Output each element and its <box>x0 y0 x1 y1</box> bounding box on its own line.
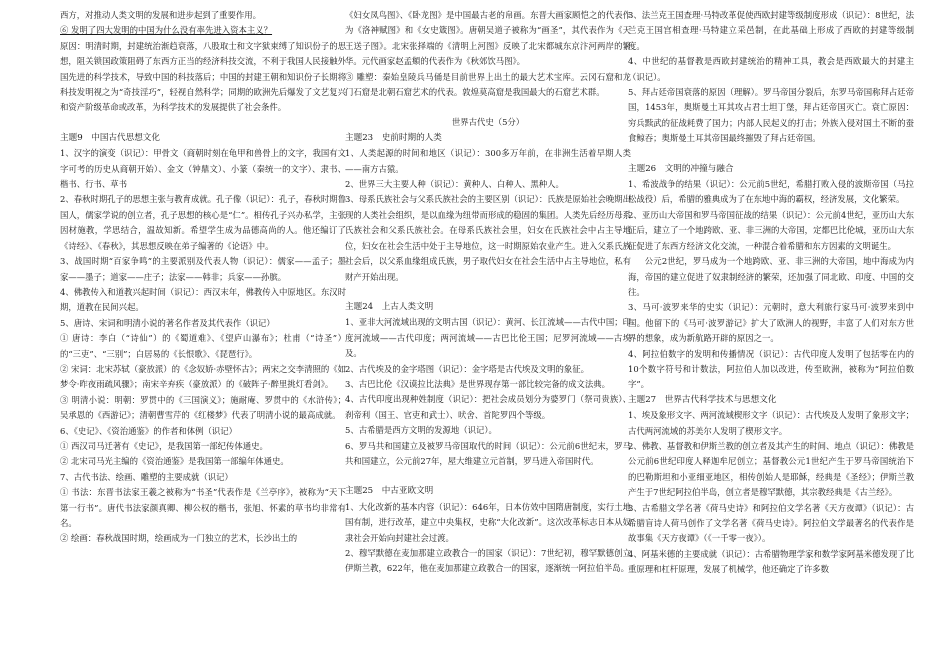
paragraph: 公元2世纪，罗马成为一个地跨欧、亚、非三洲的大帝国，地中海成为内海，帝国的建立促进了奴隶制经济的繁荣，还加强了同北欧、印度、中国的交往。 <box>628 256 914 297</box>
paragraph: 原因：明清时期，封建统治渐趋衰落，八股取士和文字狱束缚了知识份子的思想，阻关锁国政策阻碍了东西方正当的经济科技交流，不利于我国人民接触外国先进的科学技术，导致中国的科技落后；中国的封建王朝和知识份子长期将科技发明视之为“奇技淫巧”，轻视自然科学；同期的欧洲先后爆发了文艺复兴和资产阶级革命或改革，为科学技术的发展提供了社会条件。 <box>60 40 346 113</box>
paragraph: 4、古代印度出现种姓制度（识记）：把社会成员划分为婆罗门（祭司贵族）、刹帝利（国王、官吏和武士）、吠舍、首陀罗四个等级。 <box>345 394 631 420</box>
paragraph: 2、世界三大主要人种（识记）：黄种人、白种人、黑种人。 <box>345 179 564 190</box>
paragraph: 3、法兰克王国查理·马特改革促使西欧封建等级制度形成（识记）：8世纪，法兰克王国宫相查理·马特建立采邑制，在此基础上形成了西欧的封建等级制度。 <box>628 10 914 51</box>
paragraph: 1、埃及象形文字、两河流域楔形文字（识记）：古代埃及人发明了象形文字；古代两河流域的苏美尔人发明了楔形文字。 <box>628 410 914 436</box>
paragraph: 6、罗马共和国建立及被罗马帝国取代的时间（识记）：公元前6世纪末，罗马共和国建立，公元前27年，屋大维建立元首制，罗马进入帝国时代。 <box>345 440 631 466</box>
spacer <box>345 469 631 484</box>
column-middle <box>345 8 631 656</box>
paragraph: 2、古代埃及的金字塔图（识记）：金字塔是古代埃及文明的象征。 <box>345 363 590 374</box>
paragraph: 3、古希腊文学名著《荷马史诗》和阿拉伯文学名著《天方夜谭》（识记）：古希腊盲诗人荷马创作了文学名著《荷马史诗》。阿拉伯文学最著名的代表作是故事集《天方夜谭》（《一千零一夜》）。 <box>628 502 914 544</box>
paragraph: 1、希波战争的结果（识记）：公元前5世纪，希腊打败入侵的波斯帝国（马拉松战役）后，希腊的雅典成为了在东地中海的霸权，经济发展，文化繁荣。 <box>628 179 914 205</box>
paragraph: ③ 明清小说：明朝：罗贯中的《三国演义》；施耐庵、罗贯中的《水浒传》；吴承恩的《西游记》；清朝曹雪芹的《红楼梦》代表了明清小说的最高成就。 <box>60 394 346 421</box>
paragraph: ① 唐诗：李白（“诗仙”）的《蜀道难》、《望庐山瀑布》；杜甫（“诗圣”）的“三吏”、“三别”；白居易的《长恨歌》、《琵琶行》。 <box>60 333 346 359</box>
paragraph: 1、亚非大河流域出现的文明古国（识记）：黄河、长江流域——古代中国；印度河流域——古代印度；两河流域——古巴比伦王国；尼罗河流域——古埃及。 <box>345 317 631 359</box>
paragraph: 5、拜占廷帝国衰落的原因（理解）。罗马帝国分裂后，东罗马帝国称拜占廷帝国，1453年，奥斯曼土耳其攻占君士坦丁堡，拜占廷帝国灭亡。衰亡原因：穷兵黩武的征战耗费了国力；内部人民起义的打击；外族入侵对国土不断的蚕食鲸吞；奥斯曼土耳其帝国最终摧毁了拜占廷帝国。 <box>628 87 914 144</box>
section-heading: 主题9 中国古代思想文化 <box>60 132 160 143</box>
paragraph: 4、佛教传入和道教兴起时间（识记）：西汉末年，佛教传入中原地区。东汉时期，道教在民间兴起。 <box>60 286 346 313</box>
paragraph: 3、母系氏族社会与父系氏族社会的主要区别（识记）：氏族是原始社会晚期出现的人类社会组织，是以血缘为纽带而形成的稳固的集团。人类先后经历母系氏族社会和父系氏族社会。在母系氏族社会里，妇女在氏族社会中占主导地位，妇女在社会生活中处于主导地位，这一时期原始农业产生。进入父系氏族社会后，以父系血缘组成氏族，男子取代妇女在社会生活中占主导地位，私有财产开始出现。 <box>345 194 631 282</box>
paragraph: ② 宋词：北宋苏轼（豪放派）的《念奴娇·赤壁怀古》；两宋之交李清照的《如梦令·昨夜雨疏风骤》；南宋辛弃疾（豪放派）的《破阵子·醉里挑灯看剑》。 <box>60 363 346 390</box>
paragraph: 1、人类起源的时间和地区（识记）：300多万年前，在非洲生活着早期人类——南方古猿。 <box>345 148 631 174</box>
paragraph: ② 绘画：春秋战国时期，绘画成为一门独立的艺术，长沙出土的 <box>60 533 298 544</box>
paragraph: 3、古巴比伦《汉谟拉比法典》是世界现存第一部比较完备的成文法典。 <box>345 378 610 389</box>
spacer <box>345 100 631 115</box>
paragraph: 2、春秋时期孔子的思想主张与教育成就。孔子像（识记）：孔子，春秋时期鲁国人，儒家学说的创立者，孔子思想的核心是“仁”。相传孔子兴办私学，主张因材施教，学思结合，温故知新。希望学生成为品德高尚的人。他还编订了《诗经》、《春秋》，其思想反映在弟子编著的《论语》中。 <box>60 194 346 251</box>
paragraph: 2、亚历山大帝国和罗马帝国征战的结果（识记）：公元前4世纪，亚历山大东征后，建立了一个地跨欧、亚、非三洲的大帝国，定都巴比伦城，亚历山大东征促进了东西方经济文化交流，一种混合着希腊和东方因素的文明诞生。 <box>628 209 914 251</box>
paragraph: 4、阿基米德的主要成就（识记）：古希腊物理学家和数学家阿基米德发现了比重原理和杠杆原理，发展了机械学，他还确定了许多数 <box>628 548 914 575</box>
paragraph: 2、佛教、基督教和伊斯兰教的创立者及其产生的时间、地点（识记）：佛教是公元前6世纪印度人释迦牟尼创立；基督教公元1世纪产生于罗马帝国统治下的巴勒斯坦和小亚细亚地区，相传创始人是耶稣，经典是《圣经》；伊斯兰教产生于7世纪阿拉伯半岛，创立者是穆罕默德，其宗教经典是《古兰经》。 <box>628 440 914 498</box>
paragraph: ⑥ 发明了四大发明的中国为什么没有率先进入资本主义？ <box>60 25 273 36</box>
paragraph: 3、战国时期“百家争鸣”的主要派别及代表人物（识记）：儒家——孟子；墨家——墨子；道家——庄子；法家——韩非；兵家——孙膑。 <box>60 256 346 282</box>
paragraph: 1、大化改新的基本内容（识记）：646年，日本仿效中国隋唐制度，实行土地国有制，进行改革，建立中央集权，史称“大化改新”。这次改革标志日本从奴隶社会开始向封建社会过渡。 <box>345 501 631 543</box>
part-heading: 世界古代史（5分） <box>451 117 525 128</box>
paragraph: 西方，对推动人类文明的发展和进步起到了重要作用。 <box>60 10 261 20</box>
paragraph: ① 西汉司马迁著有《史记》，是我国第一部纪传体通史。 <box>60 440 268 451</box>
spacer <box>628 147 914 162</box>
section-heading: 主题25 中古亚欧文明 <box>345 486 434 497</box>
paragraph: 4、阿拉伯数字的发明和传播情况（识记）：古代印度人发明了包括零在内的10个数字符号和计数法，阿拉伯人加以改进，传至欧洲，被称为“阿拉伯数字”。 <box>628 348 914 390</box>
paragraph: ② 北宋司马光主编的《资治通鉴》是我国第一部编年体通史。 <box>60 456 289 467</box>
column-left <box>60 8 346 656</box>
paragraph: 4、中世纪的基督教是西欧封建统治的精神工具，教会是西欧最大的封建主（识记）。 <box>628 56 914 82</box>
paragraph: 7、古代书法、绘画、雕塑的主要成就（识记） <box>60 471 233 482</box>
section-heading: 主题27 世界古代科学技术与思想文化 <box>628 394 777 405</box>
paragraph: 3、马可·波罗来华的史实（识记）：元朝时，意大利旅行家马可·波罗来到中国。他留下的《马可·波罗游记》扩大了欧洲人的视野，丰富了人们对东方世界的想象，成为新航路开辟的原因之一。 <box>628 302 914 344</box>
spacer <box>345 285 631 300</box>
paragraph: ① 书法：东晋书法家王羲之被称为“书圣”代表作是《兰亭序》，被称为“天下第一行书”。唐代书法家颜真卿、柳公权的楷书，张旭、怀素的草书均非常有名。 <box>60 487 346 528</box>
paragraph: 《妇女凤鸟图》、《卧龙图》是中国最古老的帛画。东晋大画家顾恺之的代表作为《洛神赋图》和《女史箴图》。唐朝吴道子被称为“画圣”，其代表作为《天王送子图》。北宋张择端的《清明上河图》反映了北宋都城东京汴河两岸的繁华。元代画家赵孟頫的代表作为《秋郊饮马图》。 <box>345 10 631 67</box>
section-heading: 主题26 文明的冲撞与融合 <box>628 163 734 174</box>
paragraph: 1、汉字的演变（识记）：甲骨文（商朝时刻在龟甲和兽骨上的文字，我国有文字可考的历史从商朝开始）、金文（钟鼎文）、小篆（秦统一的文字）、隶书、楷书、行书、草书 <box>60 148 346 190</box>
paragraph: 5、古希腊是西方文明的发源地（识记）。 <box>345 425 497 436</box>
paragraph: ③ 雕塑：秦始皇陵兵马俑是目前世界上出土的最大艺术宝库。云冈石窟和龙门石窟是北朝石窟艺术的代表。敦煌莫高窟是我国最大的石窟艺术群。 <box>345 71 631 98</box>
spacer <box>60 116 346 131</box>
paragraph: 5、唐诗、宋词和明清小说的著名作者及其代表作（识记） <box>60 317 275 328</box>
paragraph: 2、穆罕默德在麦加那建立政教合一的国家（识记）：7世纪初，穆罕默德创立伊斯兰教，622年，他在麦加那建立政教合一的国家，逐渐统一阿拉伯半岛。 <box>345 548 631 574</box>
column-right <box>628 8 914 656</box>
section-heading: 主题24 上古人类文明 <box>345 301 434 312</box>
section-heading: 主题23 史前时期的人类 <box>345 132 442 143</box>
paragraph: 6、《史记》、《资治通鉴》的作者和体例（识记） <box>60 425 237 436</box>
